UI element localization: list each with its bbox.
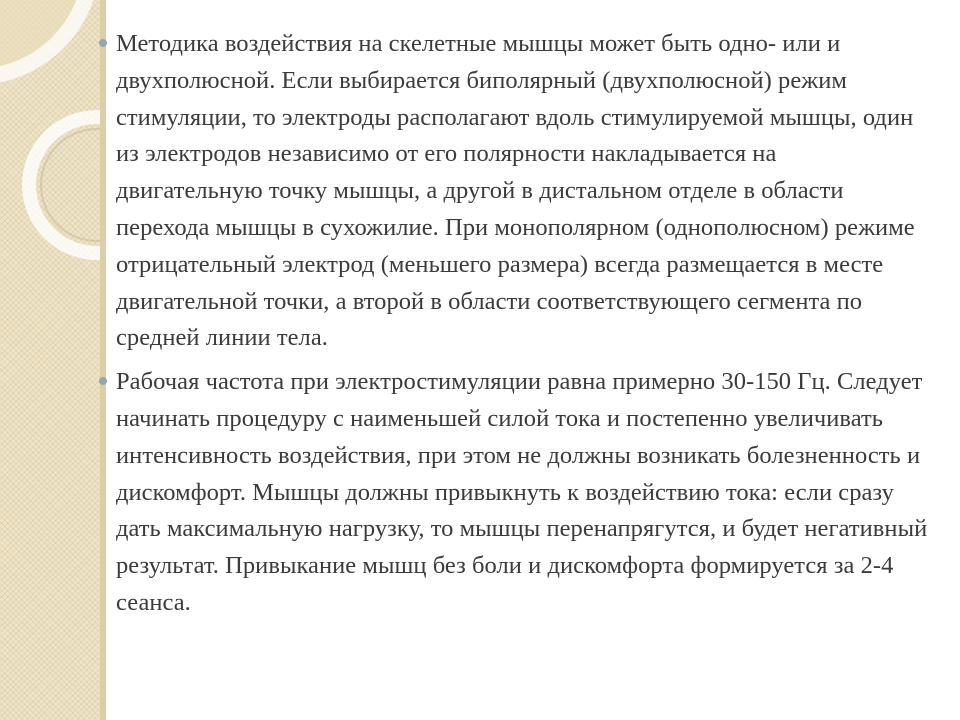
- bullet-dot-icon: [99, 39, 107, 47]
- bullet-text-1: Методика воздействия на скелетные мышцы может быть одно- или и двухполюсной. Если выбирается биполярный (двухполюсной) режим стимуляции, то электроды располагают вдоль стимулируемой мышцы, один из электродов независимо от его полярности накладывается на двигательную точку мышцы, а другой в дистальном отделе в области перехода мышцы в сухожилие. При монополярном (однополюсном) режиме отрицательный электрод (меньшего размера) всегда размещается в месте двигательной точки, а второй в области соответствующего сегмента по средней линии тела.: [116, 30, 915, 352]
- bullet-item-2: [116, 364, 928, 622]
- decorative-side-panel: [0, 0, 100, 720]
- decorative-ring-top: [0, 0, 100, 85]
- slide-content: [116, 26, 928, 629]
- decorative-divider-band: [100, 0, 106, 720]
- bullet-text-2: Рабочая частота при электростимуляции равна примерно 30-150 Гц. Следует начинать процедуру с наименьшей силой тока и постепенно увеличивать интенсивность воздействия, при этом не должны возникать болезненность и дискомфорт. Мышцы должны привыкнуть к воздействию тока: если сразу дать максимальную нагрузку, то мышцы перенапрягутся, и будет негативный результат. Привыкание мышц без боли и дискомфорта формируется за 2-4 сеанса.: [116, 368, 928, 616]
- bullet-item-1: [116, 26, 928, 357]
